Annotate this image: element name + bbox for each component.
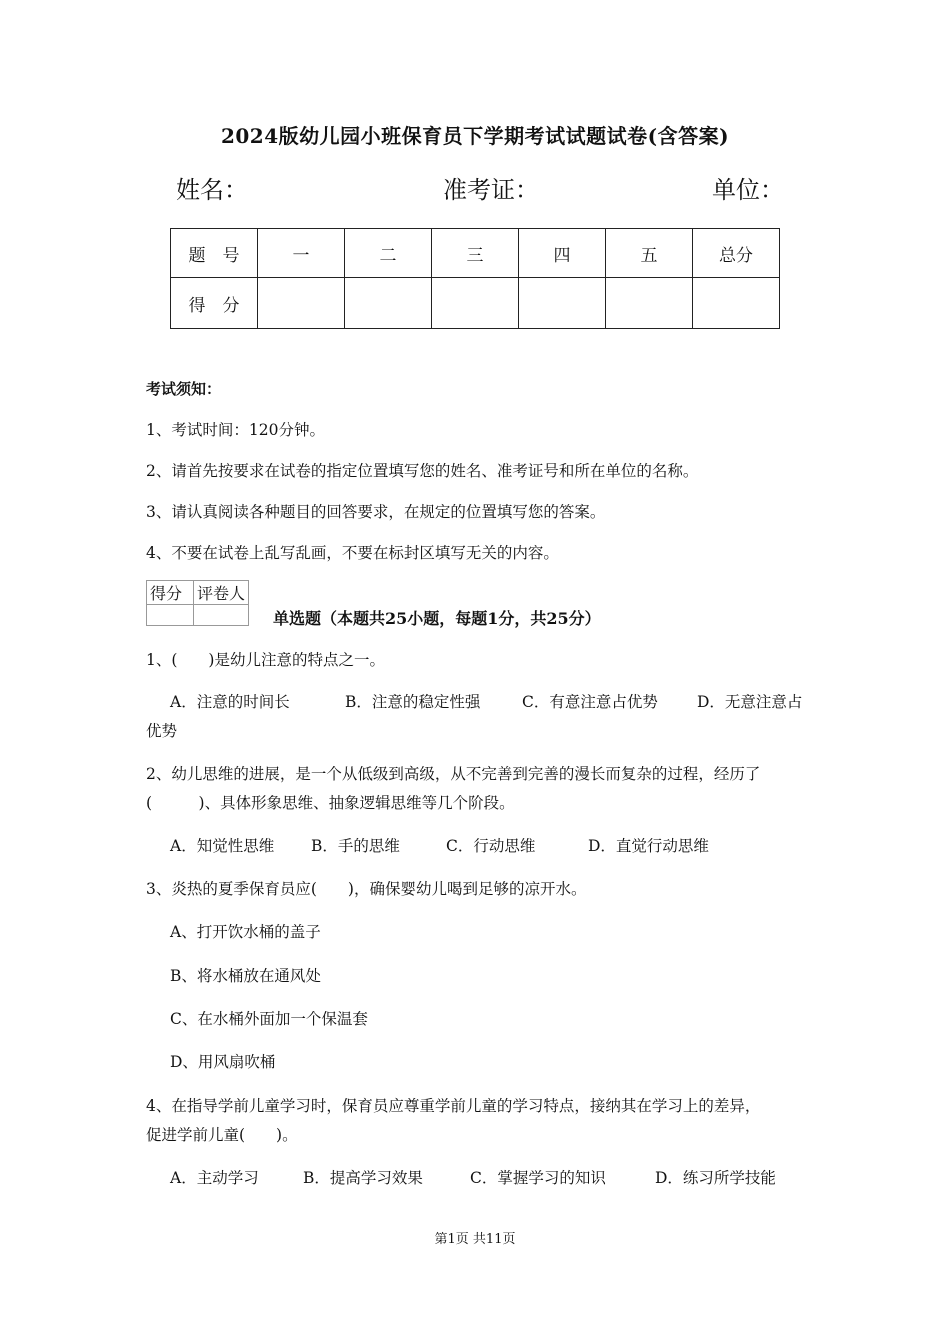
answer-option[interactable]: B．手的思维 — [311, 837, 400, 855]
answer-option[interactable]: D．直觉行动思维 — [588, 837, 709, 855]
answer-option[interactable]: C．有意注意占优势 — [522, 693, 658, 711]
grader-reviewer-label: 评卷人 — [194, 581, 249, 605]
answer-option-continuation: 优势 — [146, 722, 178, 740]
question-stem: 4、在指导学前儿童学习时，保育员应尊重学前儿童的学习特点，接纳其在学习上的差异， — [146, 1097, 761, 1115]
answer-option[interactable]: A、打开饮水桶的盖子 — [170, 923, 321, 941]
score-table-header-cell: 总分 — [693, 229, 780, 278]
notice-item: 3、请认真阅读各种题目的回答要求，在规定的位置填写您的答案。 — [146, 503, 606, 521]
page-number-footer: 第1页 共11页 — [434, 1232, 516, 1247]
answer-option[interactable]: A．知觉性思维 — [170, 837, 275, 855]
question-stem: 1、( )是幼儿注意的特点之一。 — [146, 651, 385, 669]
question-stem: 促进学前儿童( )。 — [146, 1126, 298, 1144]
exam-id-field-label: 准考证： — [443, 176, 539, 204]
answer-option[interactable]: B、将水桶放在通风处 — [170, 967, 321, 985]
score-cell[interactable] — [345, 278, 432, 329]
notice-item: 2、请首先按要求在试卷的指定位置填写您的姓名、准考证号和所在单位的名称。 — [146, 462, 699, 480]
grader-score-cell[interactable] — [147, 605, 194, 626]
question-stem: ( )、具体形象思维、抽象逻辑思维等几个阶段。 — [146, 794, 515, 812]
notice-title: 考试须知： — [146, 380, 222, 398]
answer-option[interactable]: D．无意注意占 — [697, 693, 803, 711]
score-cell[interactable] — [258, 278, 345, 329]
grader-score-label: 得分 — [147, 581, 194, 605]
score-table-header-row — [171, 229, 780, 278]
score-table-header-cell: 一 — [258, 229, 345, 278]
answer-option[interactable]: B．注意的稳定性强 — [345, 693, 481, 711]
score-table — [170, 228, 780, 329]
score-table-header-cell: 二 — [345, 229, 432, 278]
score-cell[interactable] — [432, 278, 519, 329]
score-cell[interactable] — [519, 278, 606, 329]
question-stem: 3、炎热的夏季保育员应( )，确保婴幼儿喝到足够的凉开水。 — [146, 880, 587, 898]
score-table-header-cell: 四 — [519, 229, 606, 278]
score-row-label: 得 分 — [171, 278, 258, 329]
score-table-score-row — [171, 278, 780, 329]
notice-item: 4、不要在试卷上乱写乱画，不要在标封区填写无关的内容。 — [146, 544, 559, 562]
answer-option[interactable]: C、在水桶外面加一个保温套 — [170, 1010, 368, 1028]
name-field-label: 姓名： — [176, 176, 248, 204]
score-cell[interactable] — [693, 278, 780, 329]
score-table-header-cell: 题 号 — [171, 229, 258, 278]
answer-option[interactable]: B．提高学习效果 — [303, 1169, 423, 1187]
grader-reviewer-cell[interactable] — [194, 605, 249, 626]
answer-option[interactable]: C．掌握学习的知识 — [470, 1169, 606, 1187]
answer-option[interactable]: A．注意的时间长 — [170, 693, 290, 711]
section-title: 单选题（本题共25小题，每题1分，共25分） — [273, 609, 601, 628]
score-table-header-cell: 三 — [432, 229, 519, 278]
answer-option[interactable]: C．行动思维 — [446, 837, 536, 855]
document-title: 2024版幼儿园小班保育员下学期考试试题试卷(含答案) — [220, 124, 730, 148]
answer-option[interactable]: D．练习所学技能 — [655, 1169, 776, 1187]
grader-box — [146, 580, 249, 626]
score-cell[interactable] — [606, 278, 693, 329]
answer-option[interactable]: A．主动学习 — [170, 1169, 259, 1187]
question-stem: 2、幼儿思维的进展，是一个从低级到高级，从不完善到完善的漫长而复杂的过程，经历了 — [146, 765, 761, 783]
notice-item: 1、考试时间：120分钟。 — [146, 421, 325, 439]
score-table-header-cell: 五 — [606, 229, 693, 278]
answer-option[interactable]: D、用风扇吹桶 — [170, 1053, 276, 1071]
unit-field-label: 单位： — [712, 176, 784, 204]
